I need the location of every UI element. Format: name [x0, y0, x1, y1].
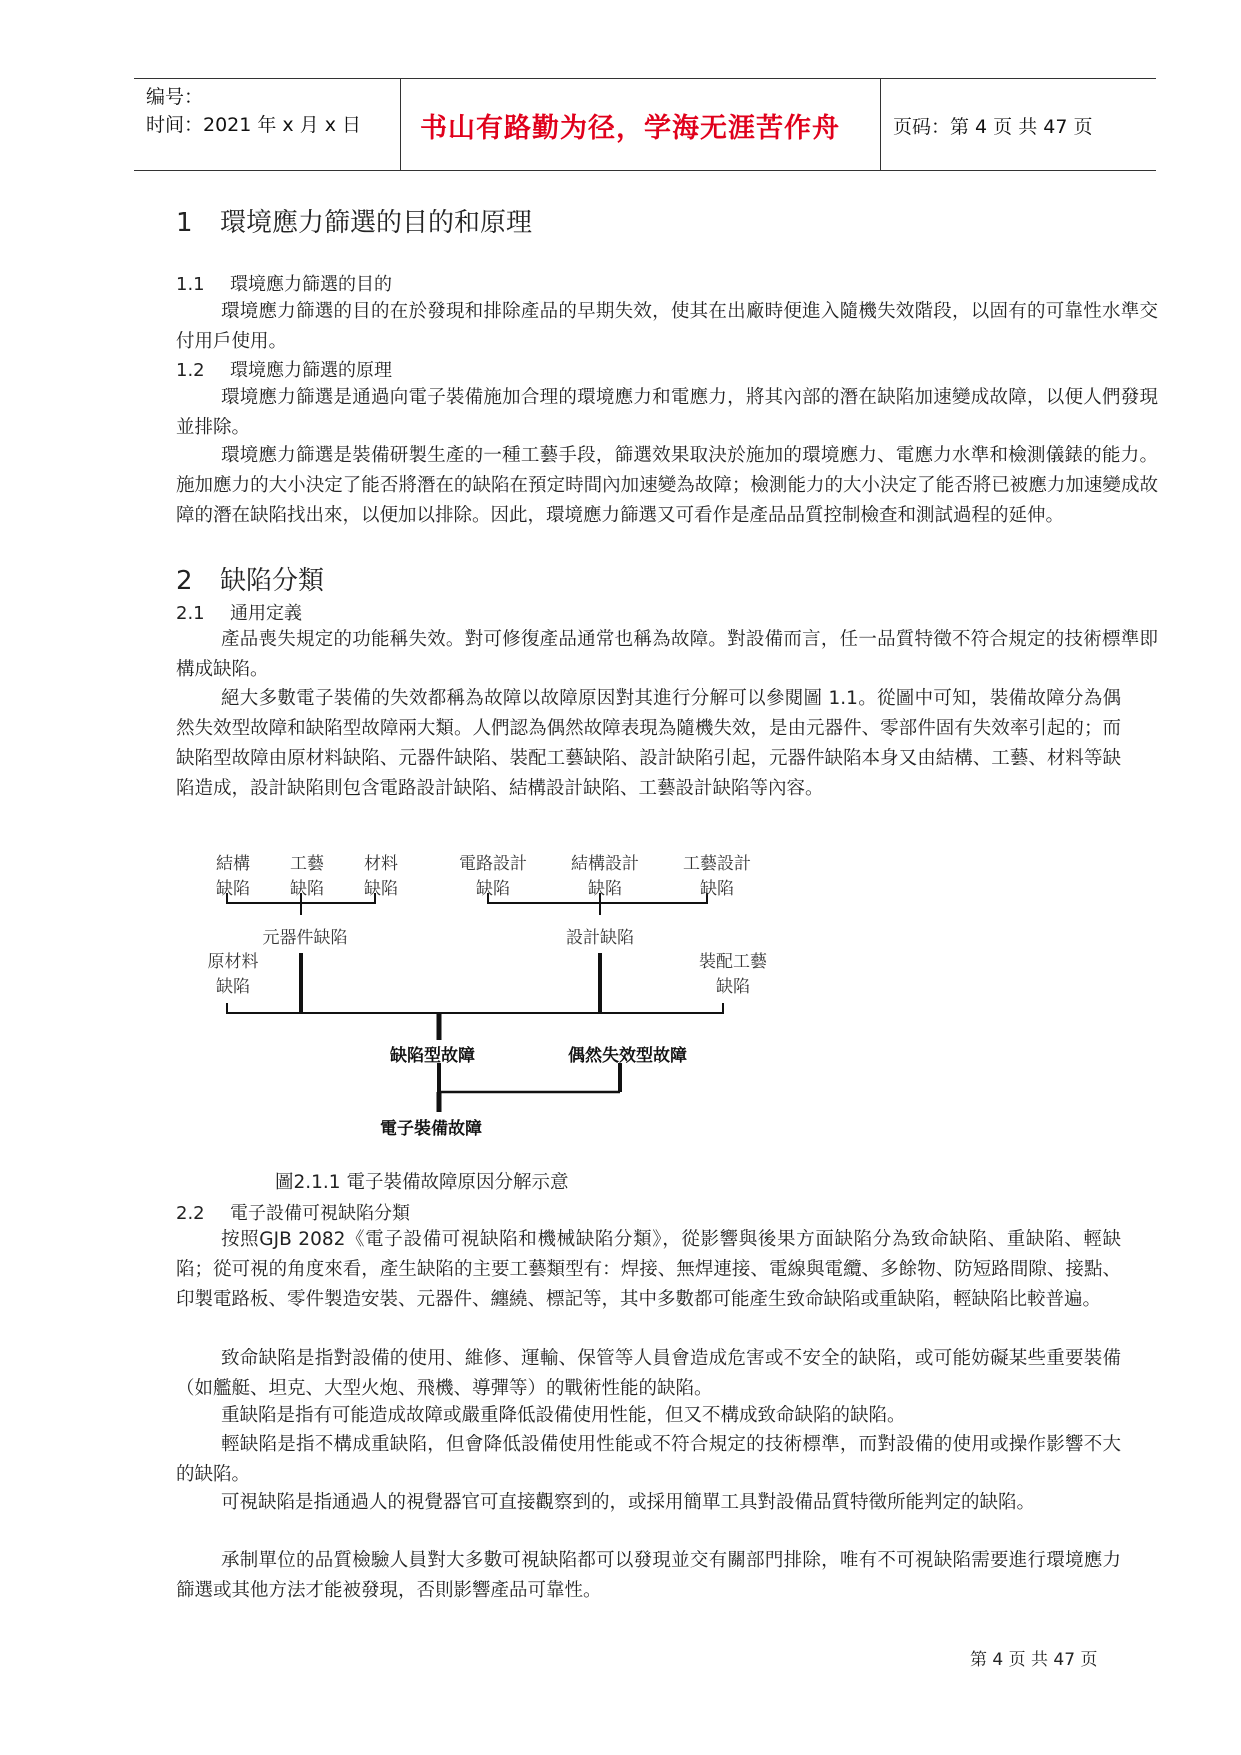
- header-motto: 书山有路勤为径，学海无涯苦作舟: [420, 113, 840, 144]
- section-2-2-paragraph-3: 重缺陷是指有可能造成故障或嚴重降低設備使用性能，但又不構成致命缺陷的缺陷。: [221, 1405, 906, 1426]
- section-2-2-paragraph-5: 可視缺陷是指通過人的視覺器官可直接觀察到的，或採用簡單工具對設備品質特徵所能判定的缺陷。: [221, 1492, 1036, 1513]
- diagram-process-defect: 工藝 缺陷: [290, 854, 324, 899]
- diagram-component-defect: 元器件缺陷: [262, 928, 348, 948]
- section-1-number: 1: [176, 208, 193, 238]
- section-2-1-number: 2.1: [176, 603, 205, 624]
- section-2-2-paragraph-2: 致命缺陷是指對設備的使用、維修、運輸、保管等人員會造成危害或不安全的缺陷，或可能妨礙某些重要裝備（如艦艇、坦克、大型火炮、飛機、導彈等）的戰術性能的缺陷。: [176, 1348, 1121, 1399]
- section-2-2-paragraph-6: 承制單位的品質檢驗人員對大多數可視缺陷都可以發現並交有關部門排除，唯有不可視缺陷需要進行環境應力篩選或其他方法才能被發現，否則影響產品可靠性。: [176, 1550, 1121, 1601]
- footer-page-number: 第 4 页 共 47 页: [970, 1650, 1098, 1670]
- diagram-defect-type-fault: 缺陷型故障: [390, 1046, 475, 1066]
- section-2-1-title: 通用定義: [230, 603, 302, 624]
- header-number-label: 编号：: [146, 86, 204, 108]
- section-2-number: 2: [176, 566, 193, 596]
- header-page-label: 页码：第 4 页 共 47 页: [893, 116, 1093, 138]
- figure-caption: 圖2.1.1 電子裝備故障原因分解示意: [275, 1172, 569, 1193]
- section-2-1-paragraph-1: 產品喪失規定的功能稱失效。對可修復產品通常也稱為故障。對設備而言，任一品質特徵不符合規定的技術標準即構成缺陷。: [176, 629, 1158, 680]
- diagram-circuit-design-defect: 電路設計 缺陷: [459, 854, 527, 899]
- diagram-raw-material-defect: 原材料 缺陷: [207, 952, 259, 997]
- section-1-2-paragraph-1: 環境應力篩選是通過向電子裝備施加合理的環境應力和電應力，將其內部的潛在缺陷加速變成故障，以便人們發現並排除。: [176, 387, 1158, 438]
- diagram-electronic-equipment-fault: 電子裝備故障: [380, 1119, 482, 1139]
- section-2-2-title: 電子設備可視缺陷分類: [230, 1203, 410, 1224]
- section-2-1-paragraph-2: 絕大多數電子裝備的失效都稱為故障以故障原因對其進行分解可以參閱圖 1.1。從圖中可知，裝備故障分為偶然失效型故障和缺陷型故障兩大類。人們認為偶然故障表現為隨機失效，是由元器件、零部件固有失效率引起的；而缺陷型故障由原材料缺陷、元器件缺陷、裝配工藝缺陷、設計缺陷引起，元器件缺陷本身又由結構、工藝、材料等缺陷造成，設計缺陷則包含電路設計缺陷、結構設計缺陷、工藝設計缺陷等內容。: [176, 688, 1121, 799]
- diagram-process-design-defect: 工藝設計 缺陷: [683, 854, 751, 899]
- section-1-2-title: 環境應力篩選的原理: [230, 360, 392, 381]
- section-1-1-number: 1.1: [176, 274, 205, 295]
- diagram-assembly-defect: 裝配工藝 缺陷: [699, 952, 767, 997]
- diagram-structure-design-defect: 結構設計 缺陷: [571, 854, 639, 899]
- section-2-2-number: 2.2: [176, 1203, 205, 1224]
- diagram-random-failure-fault: 偶然失效型故障: [568, 1046, 687, 1066]
- section-1-title: 環境應力篩選的目的和原理: [220, 208, 533, 238]
- header-time-label: 时间：2021 年 x 月 x 日: [146, 114, 362, 136]
- section-2-2-heading: [176, 1199, 410, 1225]
- section-1-1-title: 環境應力篩選的目的: [230, 274, 392, 295]
- section-2-title: 缺陷分類: [220, 566, 325, 596]
- section-1-2-paragraph-2: 環境應力篩選是裝備研製生產的一種工藝手段，篩選效果取決於施加的環境應力、電應力水準和檢測儀錶的能力。施加應力的大小決定了能否將潛在的缺陷在預定時間內加速變為故障；檢測能力的大小決定了能否將已被應力加速變成故障的潛在缺陷找出來，以便加以排除。因此，環境應力篩選又可看作是產品品質控制檢查和測試過程的延伸。: [176, 445, 1158, 526]
- diagram-material-defect: 材料 缺陷: [364, 854, 398, 899]
- diagram-structure-defect: 結構 缺陷: [216, 854, 250, 899]
- section-1-2-number: 1.2: [176, 360, 205, 381]
- section-2-2-paragraph-4: 輕缺陷是指不構成重缺陷，但會降低設備使用性能或不符合規定的技術標準，而對設備的使用或操作影響不大的缺陷。: [176, 1434, 1121, 1485]
- section-1-1-paragraph-1: 環境應力篩選的目的在於發現和排除產品的早期失效，使其在出廠時便進入隨機失效階段，以固有的可靠性水準交付用戶使用。: [176, 301, 1158, 352]
- diagram-design-defect: 設計缺陷: [566, 928, 634, 948]
- section-2-2-paragraph-1: 按照GJB 2082《電子設備可視缺陷和機械缺陷分類》，從影響與後果方面缺陷分為致命缺陷、重缺陷、輕缺陷；從可視的角度來看，產生缺陷的主要工藝類型有：焊接、無焊連接、電線與電纜、多餘物、防短路間隙、接點、印製電路板、零件製造安裝、元器件、纏繞、標記等，其中多數都可能產生致命缺陷或重缺陷，輕缺陷比較普遍。: [176, 1229, 1121, 1310]
